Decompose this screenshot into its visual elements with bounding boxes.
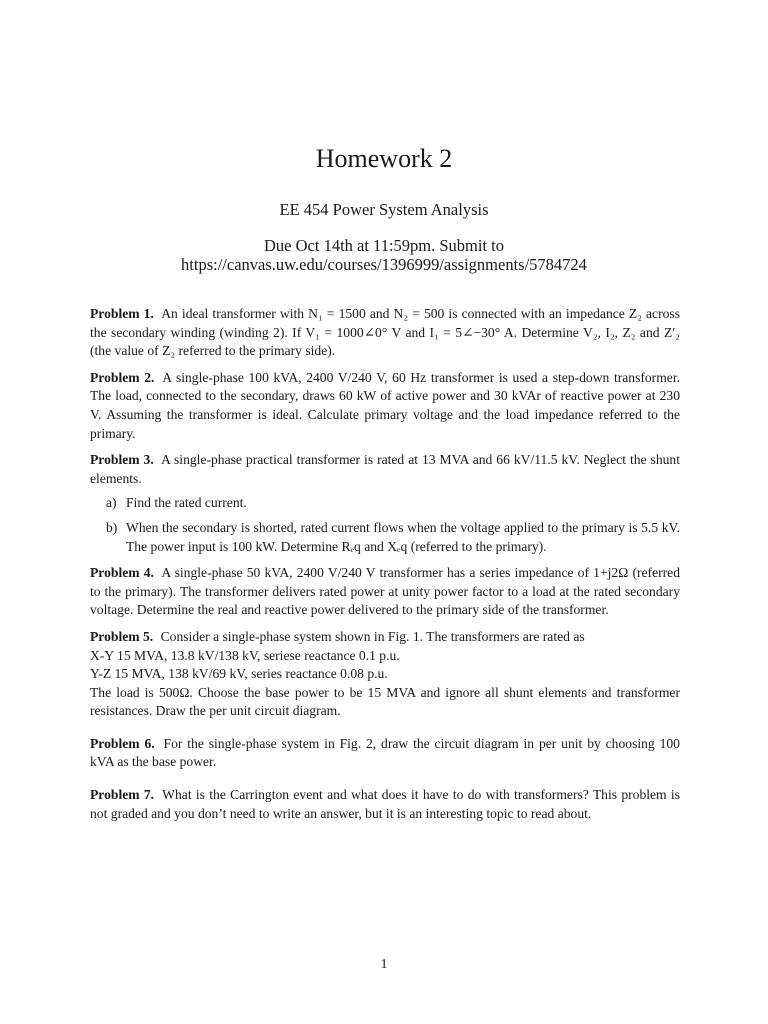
document-title: Homework 2 xyxy=(315,144,453,173)
problem-text: A single-phase 50 kVA, 2400 V/240 V transformer has a series impedance of 1+j2Ω (referred to the primary). The transformer delivers rated power at unity power factor to a load at the rated secondary voltage. Determine the real and reactive power delivered to the primary side of the transformer. xyxy=(90,565,680,618)
transformer-xy-rating: X-Y 15 MVA, 13.8 kV/138 kV, seriese reactance 0.1 p.u. xyxy=(90,647,400,663)
course-name: EE 454 Power System Analysis xyxy=(279,200,489,219)
problem-label: Problem 7. xyxy=(90,787,155,803)
load-statement: The load is 500Ω. Choose the base power to be 15 MVA and ignore all shunt elements and transformer resistances. Draw the per unit circuit diagram. xyxy=(90,684,680,719)
problem-label: Problem 4. xyxy=(90,565,154,581)
problem-list xyxy=(90,305,680,831)
problem-3 xyxy=(90,451,680,556)
problem-text: For the single-phase system in Fig. 2, draw the circuit diagram in per unit by choosing 100 kVA as the base power. xyxy=(90,735,680,770)
subquestion-text: When the secondary is shorted, rated current flows when the voltage applied to the primary is 5.5 kV. The power input is 100 kW. Determine Rₑq and Xₑq (referred to the primary). xyxy=(126,519,680,554)
problem-4 xyxy=(90,564,680,620)
problem-2 xyxy=(90,369,680,443)
problem-text: Consider a single-phase system shown in Fig. 1. The transformers are rated as xyxy=(160,628,585,644)
problem-text: What is the Carrington event and what does it have to do with transformers? This problem is not graded and you don’t need to write an answer, but it is an interesting topic to read about. xyxy=(90,787,680,821)
subquestion-marker: b) xyxy=(106,519,118,535)
subquestion-a xyxy=(90,494,680,513)
transformer-yz-rating: Y-Z 15 MVA, 138 kV/69 kV, series reactance 0.08 p.u. xyxy=(90,666,388,682)
subquestion-text: Find the rated current. xyxy=(126,495,247,511)
problem-6 xyxy=(90,735,680,772)
problem-text: A single-phase 100 kVA, 2400 V/240 V, 60 Hz transformer is used a step-down transformer. The load, connected to the secondary, draws 60 kW of active power and 30 kVAr of reactive power at 230 V. Assuming the transformer is ideal. Calculate primary voltage and the load impedance referred to the primary. xyxy=(90,369,680,441)
problem-1 xyxy=(90,305,680,361)
problem-label: Problem 5. xyxy=(90,628,154,644)
problem-7 xyxy=(90,786,680,823)
due-date-line: Due Oct 14th at 11:59pm. Submit to xyxy=(264,236,504,255)
problem-text: A single-phase practical transformer is rated at 13 MVA and 66 kV/11.5 kV. Neglect the shunt elements. xyxy=(90,452,680,486)
problem-5 xyxy=(90,628,680,721)
subquestion-list xyxy=(90,494,680,556)
subquestion-b xyxy=(90,519,680,556)
submission-url: https://canvas.uw.edu/courses/1396999/assignments/5784724 xyxy=(181,255,587,274)
page-number: 1 xyxy=(380,956,388,971)
problem-label: Problem 1. xyxy=(90,306,154,321)
due-notice xyxy=(0,236,768,274)
problem-text: An ideal transformer with N₁ = 1500 and N₂ = 500 is connected with an impedance Z₂ across the secondary winding (winding 2). If V₁ = 1000∠0° V and I₁ = 5∠−30° A. Determine V₂, I₂, Z₂ and Z′₂ (the value of Z₂ referred to the primary side). xyxy=(90,306,680,359)
problem-label: Problem 6. xyxy=(90,735,155,751)
problem-label: Problem 3. xyxy=(90,452,154,468)
subquestion-marker: a) xyxy=(106,495,117,511)
problem-label: Problem 2. xyxy=(90,369,155,385)
